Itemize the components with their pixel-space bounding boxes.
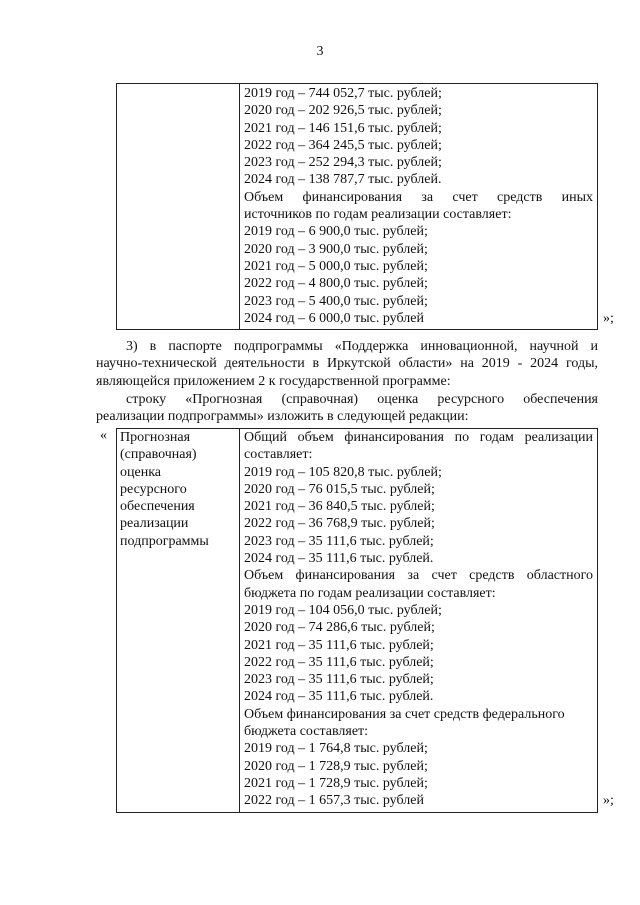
table1-line: 2024 год – 138 787,7 тыс. рублей.: [244, 172, 442, 188]
table2-line: 2020 год – 74 286,6 тыс. рублей;: [244, 620, 435, 636]
table1-line: 2024 год – 6 000,0 тыс. рублей: [244, 310, 424, 326]
table1-line: источников по годам реализации составляет:: [244, 207, 512, 223]
resource-estimate-table: [116, 428, 598, 813]
table2-line: 2022 год – 35 111,6 тыс. рублей;: [244, 654, 434, 670]
table1-line: 2023 год – 252 294,3 тыс. рублей;: [244, 155, 442, 171]
table2-line: Объем финансирования за счет средств федерального: [244, 706, 565, 722]
table2-right-cell: [240, 429, 598, 813]
table2-opening-quote: «: [100, 428, 107, 443]
table1-line: 2020 год – 202 926,5 тыс. рублей;: [244, 103, 442, 119]
table1-line: 2020 год – 3 900,0 тыс. рублей;: [244, 241, 428, 257]
table2-line: 2024 год – 35 111,6 тыс. рублей.: [244, 689, 434, 705]
instruction-line: строку «Прогнозная (справочная) оценка ресурсного обеспечения: [126, 392, 598, 407]
table2-left-line: Прогнозная: [120, 430, 191, 445]
table2-left-line: ресурсного: [120, 481, 187, 497]
table1-line: 2022 год – 4 800,0 тыс. рублей;: [244, 276, 428, 292]
table2-line: 2019 год – 105 820,8 тыс. рублей;: [244, 464, 442, 480]
table2-left-line: реализации: [120, 516, 189, 532]
item3-line: научно-технической деятельности в Иркутской области» на 2019 - 2024 годы,: [96, 356, 598, 372]
item3-line: являющейся приложением 2 к государственной программе:: [96, 373, 451, 389]
table2-left-cell: [117, 429, 240, 813]
table2-line: 2021 год – 35 111,6 тыс. рублей;: [244, 637, 434, 653]
table1-line: 2022 год – 364 245,5 тыс. рублей;: [244, 137, 442, 153]
table1-line: 2021 год – 146 151,6 тыс. рублей;: [244, 120, 442, 136]
table2-line: 2019 год – 1 764,8 тыс. рублей;: [244, 741, 428, 757]
table2-line: 2019 год – 104 056,0 тыс. рублей;: [244, 602, 442, 618]
item3-line: 3) в паспорте подпрограммы «Поддержка инновационной, научной и: [126, 339, 598, 354]
table1-line: 2021 год – 5 000,0 тыс. рублей;: [244, 258, 428, 274]
table2-line: 2024 год – 35 111,6 тыс. рублей.: [244, 551, 434, 567]
table1-right-cell: [240, 84, 598, 330]
table1-line: 2019 год – 744 052,7 тыс. рублей;: [244, 86, 442, 101]
table2-left-line: (справочная): [120, 447, 197, 463]
table2-line: бюджета по годам реализации составляет:: [244, 585, 496, 601]
table2-closing-quote: »;: [603, 793, 614, 808]
table2-line: бюджета составляет:: [244, 724, 369, 740]
table2-left-line: подпрограммы: [120, 533, 209, 549]
table1-left-cell: [117, 84, 240, 330]
table2-line: 2022 год – 36 768,9 тыс. рублей;: [244, 516, 435, 532]
instruction-line: реализации подпрограммы» изложить в следующей редакции:: [96, 409, 469, 425]
table2-line: 2021 год – 1 728,9 тыс. рублей;: [244, 775, 428, 791]
table1-line: Объем финансирования за счет средств иных: [244, 189, 593, 205]
table2-left-line: оценка: [120, 464, 162, 480]
table2-line: 2022 год – 1 657,3 тыс. рублей: [244, 793, 424, 809]
table1-line: 2019 год – 6 900,0 тыс. рублей;: [244, 224, 428, 240]
table1-line: 2023 год – 5 400,0 тыс. рублей;: [244, 293, 428, 309]
table2-line: 2023 год – 35 111,6 тыс. рублей;: [244, 672, 434, 688]
table2-line: Объем финансирования за счет средств областного: [244, 568, 593, 584]
table2-line: 2023 год – 35 111,6 тыс. рублей;: [244, 533, 434, 549]
table2-line: 2021 год – 36 840,5 тыс. рублей;: [244, 499, 435, 515]
table2-line: 2020 год – 1 728,9 тыс. рублей;: [244, 758, 428, 774]
instruction-paragraph: [96, 391, 598, 426]
table2-left-line: обеспечения: [120, 499, 195, 515]
table2-line: Общий объем финансирования по годам реализации: [244, 430, 593, 445]
table1-closing-quote: »;: [603, 311, 614, 326]
item3-paragraph: [96, 338, 598, 390]
financing-table-continuation: [116, 83, 598, 330]
table2-line: 2020 год – 76 015,5 тыс. рублей;: [244, 481, 435, 497]
table2-line: составляет:: [244, 447, 313, 463]
page-number: 3: [316, 44, 324, 59]
